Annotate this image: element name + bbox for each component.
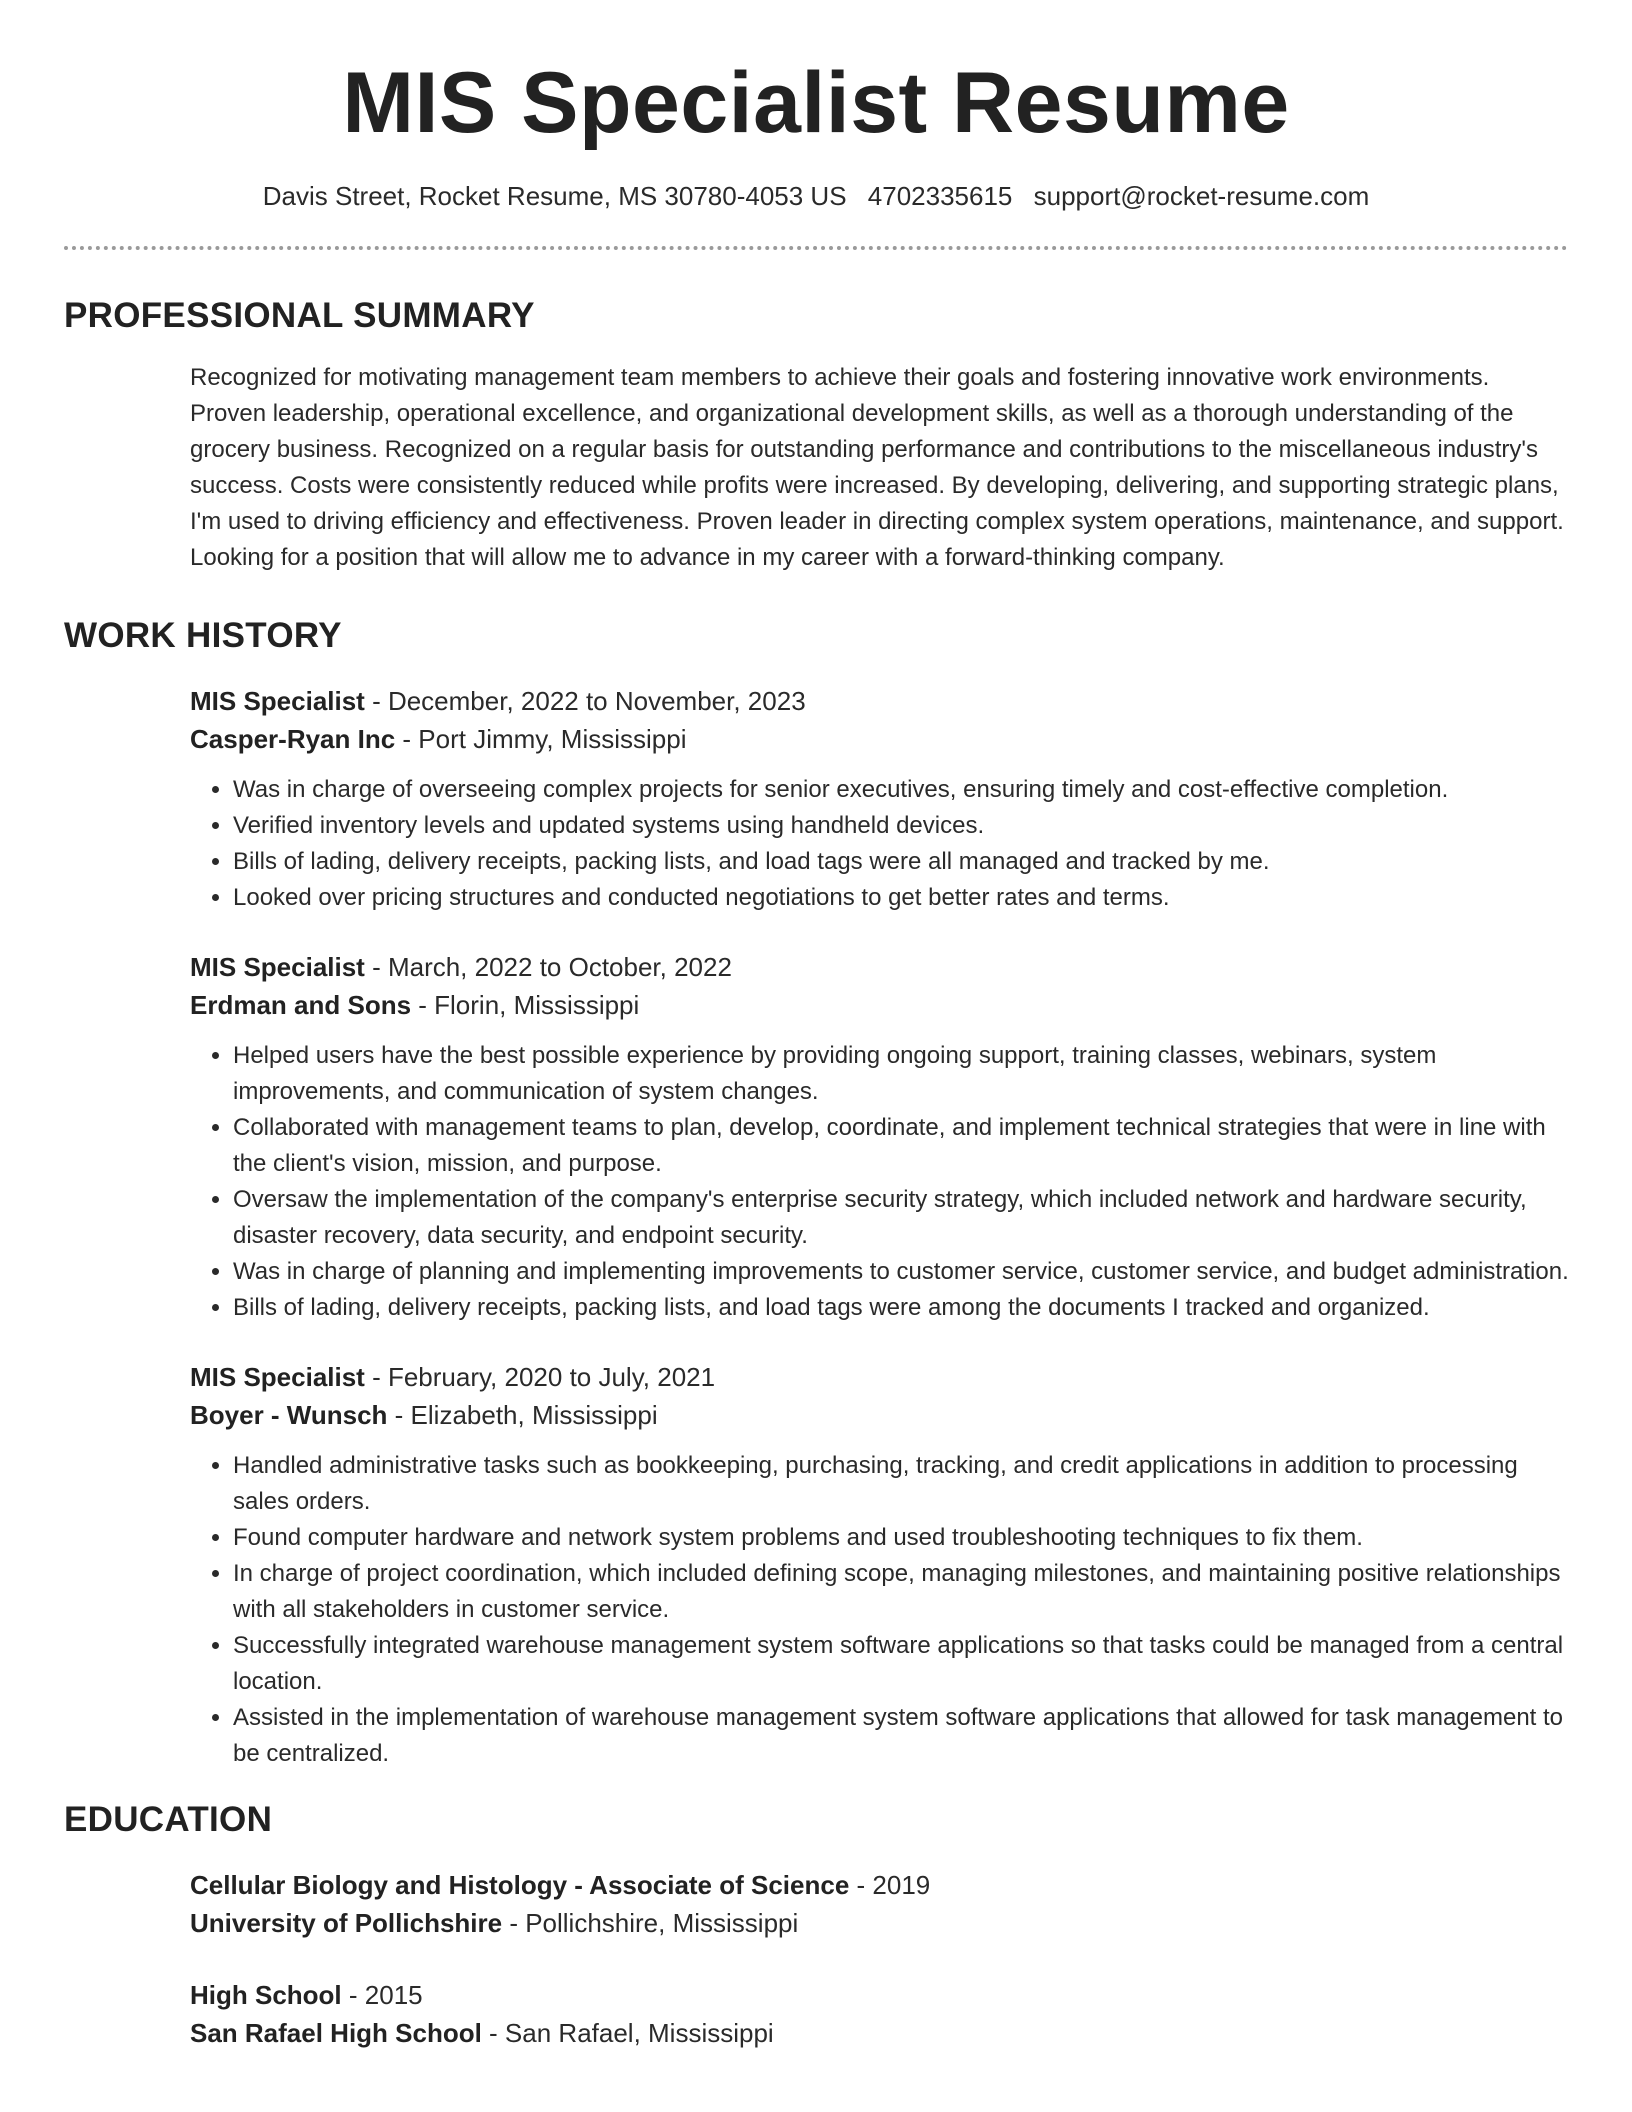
duty-item: • Helped users have the best possible experience by providing ongoing support, training classes, webinars, system improvements, and communication of system changes.: [233, 1038, 1572, 1110]
education-year: - 2019: [849, 1869, 931, 1900]
job-location: - Florin, Mississippi: [411, 989, 640, 1020]
job-location: - Elizabeth, Mississippi: [387, 1399, 658, 1430]
contact-info: [0, 181, 1632, 212]
job-duties-list: [190, 1448, 1572, 1772]
duty-item: • Assisted in the implementation of warehouse management system software applications that allowed for task management to be centralized.: [233, 1700, 1572, 1772]
education-degree: Cellular Biology and Histology - Associate of Science: [190, 1869, 850, 1900]
summary-text: Recognized for motivating management team members to achieve their goals and fostering innovative work environments. Proven leadership, operational excellence, and organizational development skills, as well as a thorough understanding of the grocery business. Recognized on a regular basis for outstanding performance and contributions to the miscellaneous industry's success. Costs were consistently reduced while profits were increased. By developing, delivering, and supporting strategic plans, I'm used to driving efficiency and effectiveness. Proven leader in directing complex system operations, maintenance, and support. Looking for a position that will allow me to advance in my career with a forward-thinking company.: [190, 363, 1564, 571]
education-degree-line: [190, 1866, 1572, 1904]
job-entry: [190, 948, 1572, 1326]
duty-item: • In charge of project coordination, which included defining scope, managing milestones, and maintaining positive relationships with all stakeholders in customer service.: [233, 1556, 1572, 1628]
job-entry: [190, 1358, 1572, 1772]
duty-item: • Handled administrative tasks such as bookkeeping, purchasing, tracking, and credit applications in addition to processing sales orders.: [233, 1448, 1572, 1520]
duty-item: • Looked over pricing structures and conducted negotiations to get better rates and terms.: [233, 880, 1572, 916]
job-location: - Port Jimmy, Mississippi: [395, 723, 687, 754]
header-divider: [64, 246, 1568, 250]
duty-item: • Bills of lading, delivery receipts, packing lists, and load tags were among the documents I tracked and organized.: [233, 1290, 1572, 1326]
education-school-line: [190, 1904, 1572, 1942]
job-company: Casper-Ryan Inc: [190, 723, 396, 754]
education-year: - 2015: [341, 1979, 423, 2010]
job-company: Boyer - Wunsch: [190, 1399, 388, 1430]
job-duties-list: [190, 1038, 1572, 1326]
duty-item: • Oversaw the implementation of the company's enterprise security strategy, which included network and hardware security, disaster recovery, data security, and endpoint security.: [233, 1182, 1572, 1254]
duty-item: • Was in charge of overseeing complex projects for senior executives, ensuring timely and cost-effective completion.: [233, 772, 1572, 808]
job-entry: [190, 682, 1572, 916]
section-heading-work: WORK HISTORY: [64, 615, 342, 655]
education-degree-line: [190, 1976, 1572, 2014]
duty-item: • Bills of lading, delivery receipts, packing lists, and load tags were all managed and tracked by me.: [233, 844, 1572, 880]
job-dates: - February, 2020 to July, 2021: [364, 1361, 716, 1392]
duty-item: • Successfully integrated warehouse management system software applications so that tasks could be managed from a central location.: [233, 1628, 1572, 1700]
education-location: - Pollichshire, Mississippi: [502, 1907, 799, 1938]
duty-item: • Found computer hardware and network system problems and used troubleshooting techniques to fix them.: [233, 1520, 1572, 1556]
duty-item: • Verified inventory levels and updated systems using handheld devices.: [233, 808, 1572, 844]
job-company: Erdman and Sons: [190, 989, 412, 1020]
job-title: MIS Specialist: [190, 685, 365, 716]
job-dates: - December, 2022 to November, 2023: [364, 685, 806, 716]
education-entry: [190, 1866, 1572, 1942]
education-school: University of Pollichshire: [190, 1907, 503, 1938]
page-title: MIS Specialist Resume: [342, 55, 1290, 151]
contact-email: support@rocket-resume.com: [1033, 180, 1370, 211]
job-title-line: [190, 682, 1572, 720]
duty-item: • Collaborated with management teams to plan, develop, coordinate, and implement technical strategies that were in line with the client's vision, mission, and purpose.: [233, 1110, 1572, 1182]
section-heading-education: EDUCATION: [64, 1799, 273, 1839]
education-entry: [190, 1976, 1572, 2052]
education-school: San Rafael High School: [190, 2017, 482, 2048]
duty-item: • Was in charge of planning and implementing improvements to customer service, customer service, and budget administration.: [233, 1254, 1572, 1290]
job-title: MIS Specialist: [190, 951, 365, 982]
education-degree: High School: [190, 1979, 342, 2010]
job-company-line: [190, 1396, 1572, 1434]
job-title: MIS Specialist: [190, 1361, 365, 1392]
job-title-line: [190, 1358, 1572, 1396]
contact-phone: 4702335615: [867, 180, 1013, 211]
job-duties-list: [190, 772, 1572, 916]
job-company-line: [190, 720, 1572, 758]
contact-address: Davis Street, Rocket Resume, MS 30780-4053 US: [262, 180, 847, 211]
job-title-line: [190, 948, 1572, 986]
education-location: - San Rafael, Mississippi: [481, 2017, 774, 2048]
education-school-line: [190, 2014, 1572, 2052]
job-company-line: [190, 986, 1572, 1024]
section-heading-summary: PROFESSIONAL SUMMARY: [64, 295, 535, 335]
job-dates: - March, 2022 to October, 2022: [364, 951, 732, 982]
